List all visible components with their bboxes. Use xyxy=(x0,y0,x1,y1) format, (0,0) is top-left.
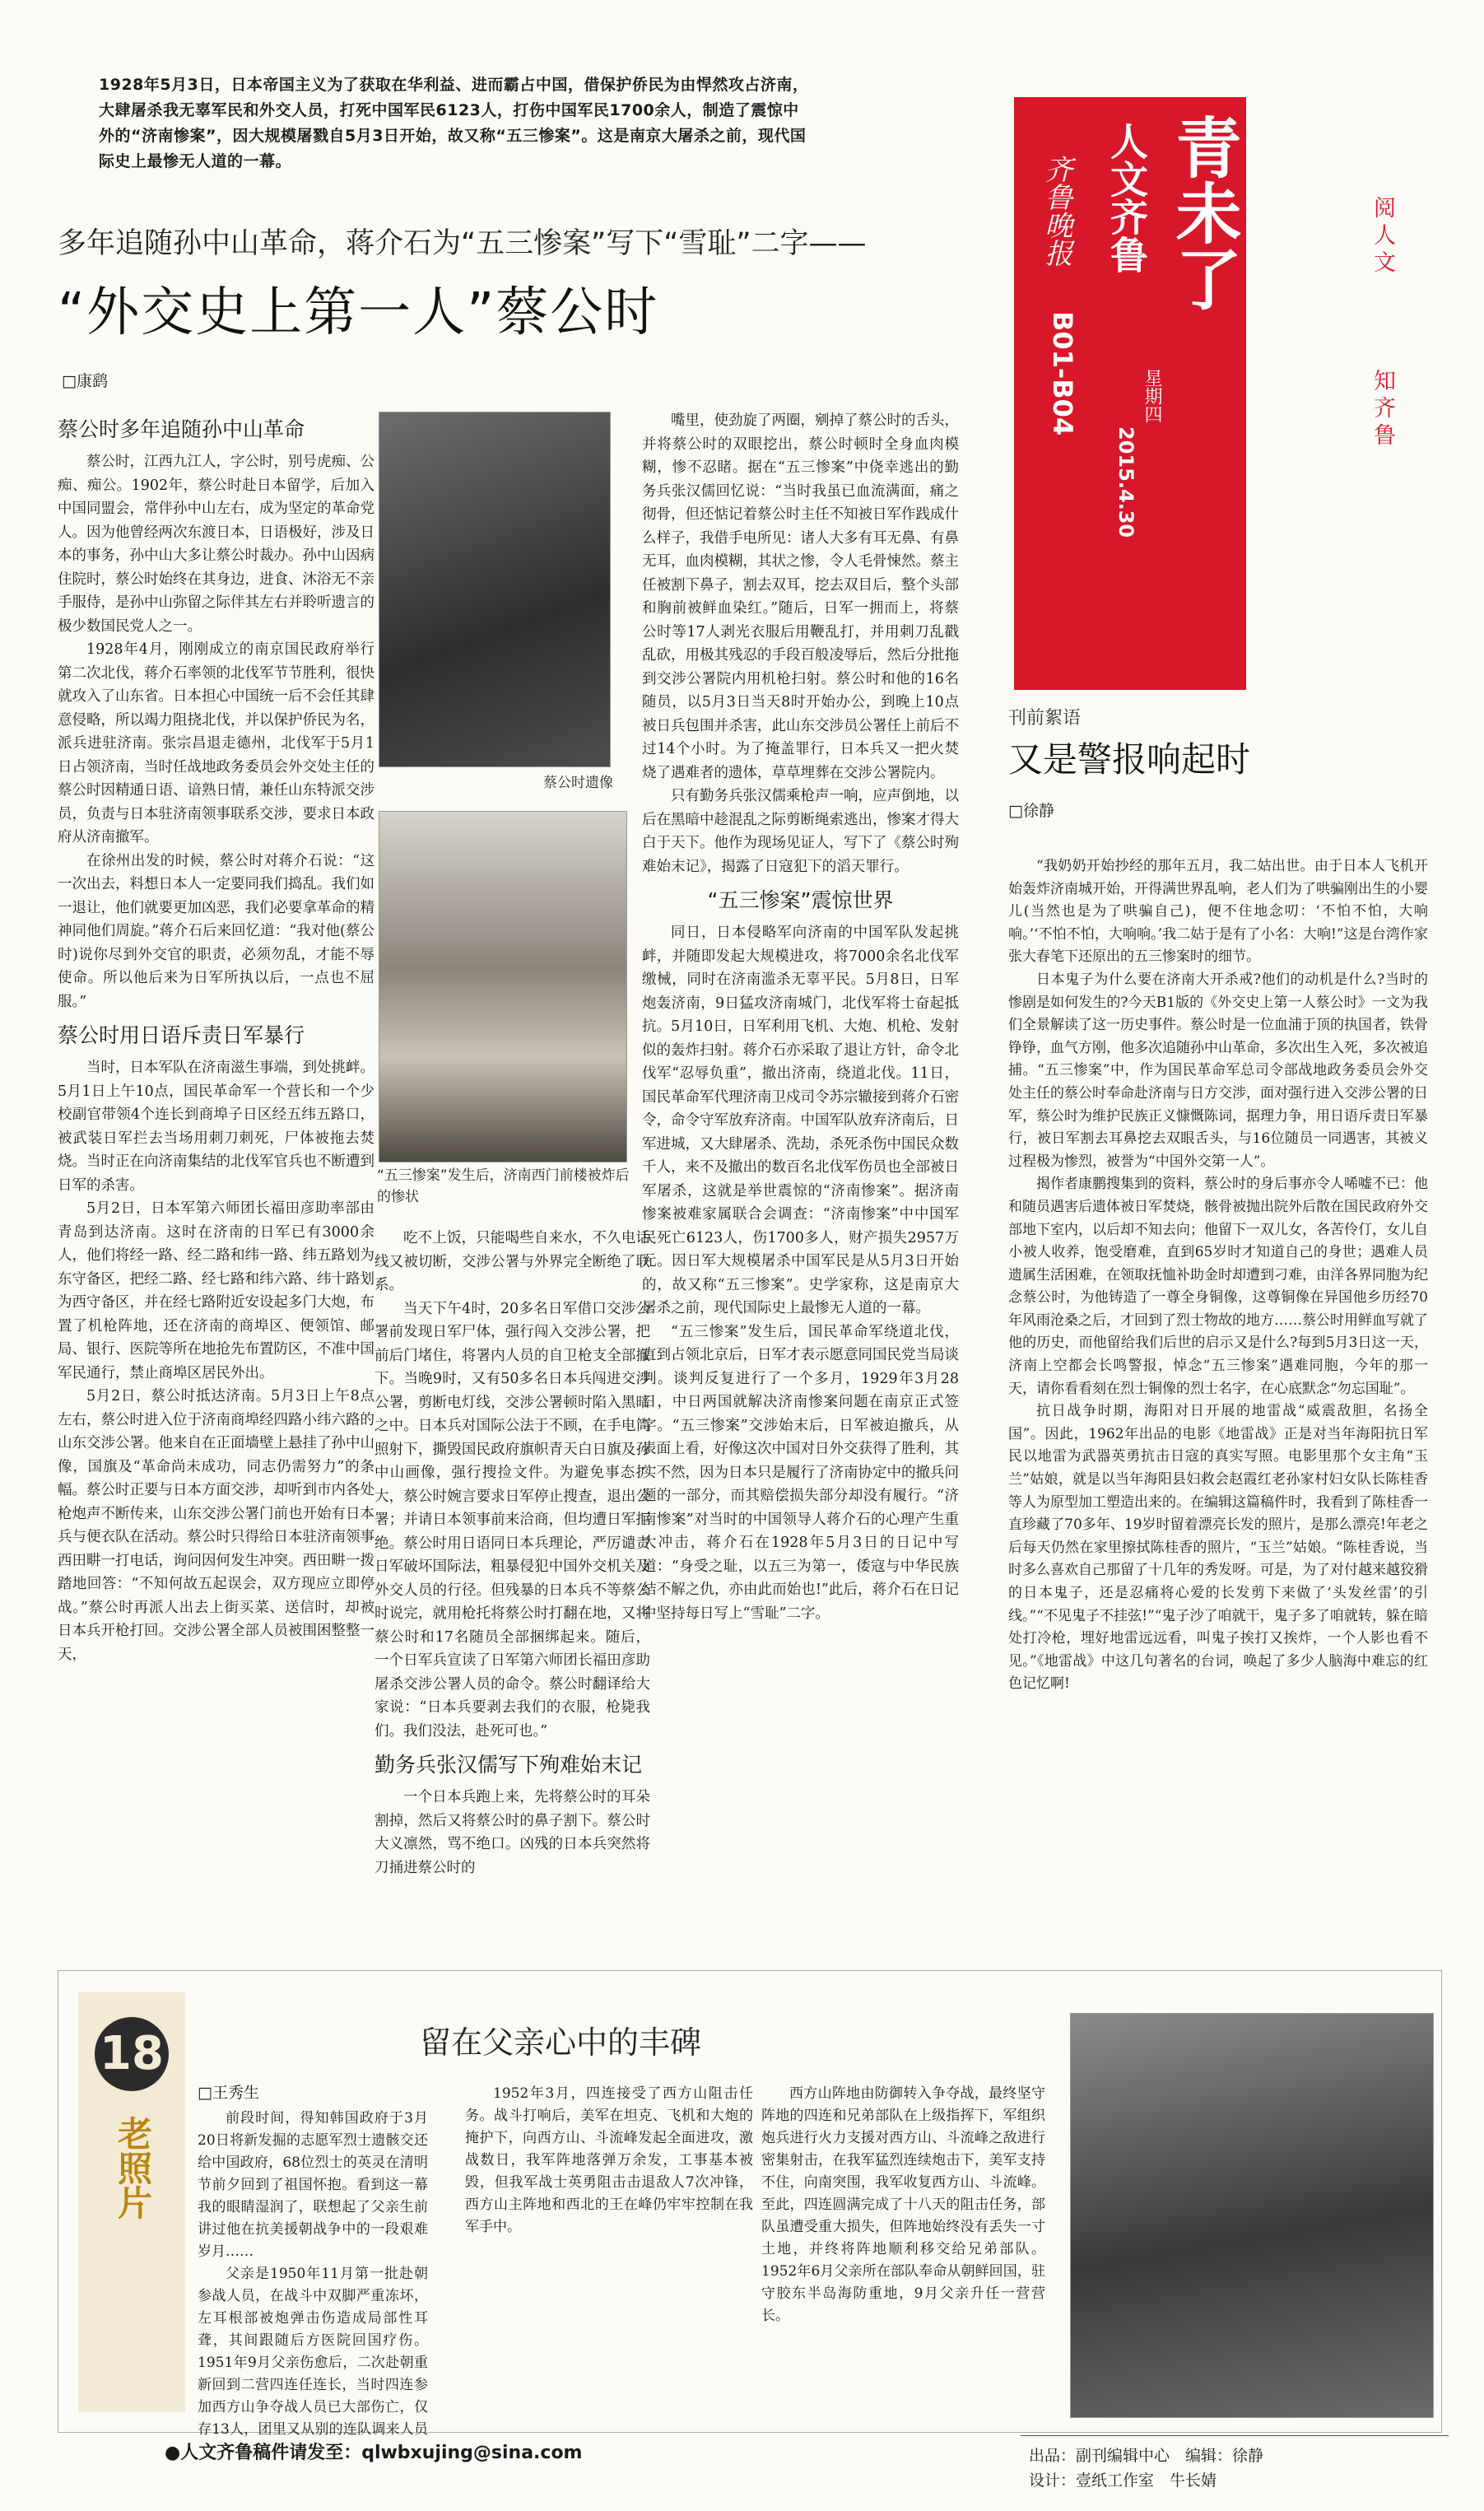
paragraph: “五三惨案”发生后，国民革命军绕道北伐，直到占领北京后，日军才表示愿意同国民党当局谈判。谈判反复进行了一个多月，1929年3月28日，中日两国就解决济南惨案问题在南京正式签字。“五三惨案”交涉始末后，日军被迫撤兵，从表面上看，好像这次中国对日外交获得了胜利，其实不然，因为日本只是履行了济南协定中的撤兵问题的一部分，而其赔偿损失部分却没有履行。“济南惨案”对当时的中国领导人蒋介石的心理产生重大冲击，蒋介石在1928年5月3日的日记中写道：“身受之耻，以五三为第一，倭寇与中华民族结不解之仇，亦由此而始也!”此后，蒋介石在日记中坚持每日写上“雪耻”二字。 xyxy=(642,1323,959,1622)
masthead-date: 2015.4.30 xyxy=(1114,426,1137,538)
old-photo-title: 留在父亲心中的丰碑 xyxy=(420,2024,702,2061)
paragraph: 1952年3月，四连接受了西方山阻击任务。战斗打响后，美军在坦克、飞机和大炮的掩护下，向西方山、斗流峰发起全面进攻，激战数日，我军阵地落弹万余发，工事基本被毁，但我军战士英勇阻击击退敌人7次冲锋，西方山主阵地和西北的王在峰仍牢牢控制在我军手中。 xyxy=(465,2085,753,2235)
paragraph: 蔡公时，江西九江人，字公时，别号虎痴、公痴、痴公。1902年，蔡公时赴日本留学，后加入中国同盟会，常伴孙中山左右，成为坚定的革命党人。因为他曾经两次东渡日本，日语极好，涉及日本的事务，孙中山大多让蔡公时裁办。孙中山因病住院时，蔡公时始终在其身边，进食、沐浴无不亲手服侍，是孙中山弥留之际伴其左右并聆听遗言的极少数国民党人之一。 xyxy=(58,454,374,635)
subheading: “五三惨案”震惊世界 xyxy=(707,888,894,912)
section-badge xyxy=(78,1992,185,2412)
slogan-right: 知齐鲁 xyxy=(1370,369,1395,450)
paragraph: 西方山阵地由防御转入争夺战，最终坚守阵地的四连和兄弟部队在上级指挥下，军组织炮兵进行火力支援对西方山、斗流峰之敌进行密集射击，在我军猛烈连续炮击下，美军支持不住，向南突围，我军收复西方山、斗流峰。至此，四连圆满完成了十八天的阻击任务，部队虽遭受重大损失，但阵地始终没有丢失一寸土地，并终将阵地顺利移交给兄弟部队。1952年6月父亲所在部队奉命从朝鲜回国，驻守胶东半岛海防重地，9月父亲升任一营营长。 xyxy=(761,2085,1045,2324)
paragraph: 5月2日，蔡公时抵达济南。5月3日上午8点左右，蔡公时进入位于济南商埠经四路小纬六路的山东交涉公署。他来自在正面墙壁上悬挂了孙中山像，国旗及“革命尚未成功，同志仍需努力”的条幅。蔡公时正要与日本方面交涉，却听到市内各处枪炮声不断传来，山东交涉公署门前也开始有日本兵与便衣队在活动。蔡公时只得给日本驻济南领事西田畊一打电话，询问因何发生冲突。西田畊一拨踏地回答：“不知何故五起误会，双方现应立即停战。”蔡公时再派人出去上街买菜、送信时，却被日本兵开枪打回。交涉公署全部人员被围困整整一天， xyxy=(58,1388,374,1663)
ruins-photo xyxy=(379,811,627,1162)
credits-line: 设计：壹纸工作室 牛长婧 xyxy=(1029,2471,1217,2490)
side-article xyxy=(1008,704,1428,1955)
paragraph: 吃不上饭，只能喝些自来水，不久电话线又被切断，交涉公署与外界完全断绝了联系。 xyxy=(374,1230,650,1293)
paragraph: 抗日战争时期，海阳对日开展的地雷战“威震敌胆，名扬全国”。因此，1962年出品的电影《地雷战》正是对当年海阳抗日军民以地雷为武器英勇抗击日寇的真实写照。电影里那个女主角“玉兰”姑娘，就是以当年海阳县妇救会赵霞红老孙家村妇女队长陈桂香等人为原型加工塑造出来的。在编辑这篇稿件时，我看到了陈桂香一直珍藏了70多年、19岁时留着漂亮长发的照片，是那么漂亮!年老之后每天仍然在家里擦拭陈桂香的照片，“玉兰”姑娘。“陈桂香说，当时多么喜欢自己那留了十几年的秀发呀。可是，为了对付越来越狡猾的日本鬼子，还是忍痛将心爱的长发剪下来做了‘头发丝雷’的引线。”“不见鬼子不挂弦!”“鬼子沙了咱就干，鬼子多了咱就转，躲在暗处打冷枪，埋好地雷远远看，叫鬼子挨打又挨炸，一个人影也看不见。”《地雷战》中这几句著名的台词，唤起了多少人脑海中难忘的红色记忆啊! xyxy=(1008,1403,1428,1693)
credits-line: 出品：副刊编辑中心 编辑：徐静 xyxy=(1029,2447,1264,2465)
paragraph: 一个日本兵跑上来，先将蔡公时的耳朵割掉，然后又将蔡公时的鼻子割下。蔡公时大义凛然，骂不绝口。凶残的日本兵突然将刀捅进蔡公时的 xyxy=(374,1789,650,1876)
masthead xyxy=(1014,97,1246,690)
photo-caption: 蔡公时遗像 xyxy=(543,775,613,791)
article-column-1 xyxy=(58,408,374,1951)
photo-caption: “五三惨案”发生后，济南西门前楼被炸后的惨状 xyxy=(377,1167,630,1205)
paragraph: 只有勤务兵张汉儒乘枪声一响，应声倒地，以后在黑暗中趁混乱之际剪断绳索逃出，惨案才得大白于天下。他作为现场见证人，写下了《蔡公时殉难始末记》，揭露了日寇犯下的滔天罪行。 xyxy=(642,788,959,875)
footer-rule xyxy=(1021,2435,1449,2436)
paragraph: 1928年4月，刚刚成立的南京国民政府举行第二次北伐，蒋介石率领的北伐军节节胜利，很快就攻入了山东省。日本担心中国统一后不会任其肆意侵略，所以竭力阻挠北伐，并以保护侨民为名，派兵进驻济南。张宗昌退走德州，北伐军于5月1日占领济南，当时任战地政务委员会外交处主任的蔡公时因精通日语、谙熟日情，兼任山东特派交涉员，负责与日本驻济南领事联系交涉，要求日本政府从济南撤军。 xyxy=(58,641,374,846)
masthead-paper-logo: 齐鲁晚报 xyxy=(1040,155,1072,267)
old-photo-column-1 xyxy=(198,2108,428,2437)
paragraph: 前段时间，得知韩国政府于3月20日将新发掘的志愿军烈士遗骸交还给中国政府，68位烈士的英灵在清明节前夕回到了祖国怀抱。看到这一幕我的眼睛湿润了，联想起了父亲生前讲过他在抗美援朝战争中的一段艰难岁月…… xyxy=(198,2110,428,2260)
masthead-title: 青未了 xyxy=(1165,114,1241,311)
byline: □康鹞 xyxy=(62,372,108,390)
masthead-section: 人文齐鲁 xyxy=(1105,122,1149,273)
side-article-title: 又是警报响起时 xyxy=(1008,739,1251,780)
subheading: 勤务兵张汉儒写下殉难始末记 xyxy=(374,1753,643,1777)
subheading: 蔡公时用日语斥责日军暴行 xyxy=(58,1023,305,1047)
contribute-line: ●人文齐鲁稿件请发至：qlwbxujing@sina.com xyxy=(165,2443,583,2463)
paragraph: “我奶奶开始抄经的那年五月，我二姑出世。由于日本人飞机开始轰炸济南城开始，开得满世界乱响，老人们为了哄骗刚出生的小婴儿(当然也是为了哄骗自己)，便不住地念叨：‘不怕不怕，大响响。’‘不怕不怕，大响响。’我二姑于是有了小名：大响!”这是台湾作家张大春笔下还原出的五三惨案时的细节。 xyxy=(1008,858,1428,966)
paragraph: 揭作者康鹏搜集到的资料，蔡公时的身后事亦令人唏嘘不已：他和随员遇害后遗体被日军焚烧，骸骨被抛出院外后散在国民政府外交部地下室内，以后却不知去向；他留下一双儿女，各苦伶仃，女儿自小被人收养，饱受磨难，直到65岁时才知道自己的身世；遇难人员遗属生活困难，在领取抚恤补助金时却遭到刁难，由洋各界同胞为纪念蔡公时，为他铸造了一尊全身铜像，这尊铜像在异国他乡历经70年风雨沧桑之后，才回到了烈士物故的地方……蔡公时用鲜血写就了他的历史，而他留给我们后世的启示又是什么?每到5月3日这一天，济南上空都会长鸣警报，悼念“五三惨案”遇难同胞，今年的那一天，请你看看刻在烈士铜像的烈士名字，在心底默念“勿忘国耻”。 xyxy=(1008,1176,1428,1397)
old-photo-column-3 xyxy=(761,2083,1045,2429)
paragraph: 在徐州出发的时候，蔡公时对蒋介石说：“这一次出去，料想日本人一定要同我们捣乱。我们如一退让，他们就要更加凶恶，我们必要拿革命的精神同他们周旋。”蒋介石后来回忆道：“我对他(蔡公时)说你尽到外交官的职责，必须勿乱，才能不辱使命。所以他后来为日军所执以后，一点也不屈服。” xyxy=(58,852,374,1010)
lead-paragraph: 1928年5月3日，日本帝国主义为了获取在华利益、进而霸占中国，借保护侨民为由悍然攻占济南，大肆屠杀我无辜军民和外交人员，打死中国军民6123人，打伤中国军民1700余人，制造了震惊中外的“济南惨案”，因大规模屠戮自5月3日开始，故又称“五三惨案”。这是南京大屠杀之前，现代国际史上最惨无人道的一幕。 xyxy=(99,76,809,170)
portrait-photo xyxy=(379,412,611,767)
article-column-3 xyxy=(642,409,959,1953)
paragraph: 嘴里，使劲旋了两圈，剜掉了蔡公时的舌头，并将蔡公时的双眼挖出，蔡公时顿时全身血肉模糊，惨不忍睹。据在“五三惨案”中侥幸逃出的勤务兵张汉儒回忆说：“当时我虽已血流满面，痛之彻骨，但还惦记着蔡公时主任不知被日军作践成什么样子，我借手电所见：诸人大多有耳无鼻、有鼻无耳，血肉模糊，其状之惨，令人毛骨悚然。蔡主任被割下鼻子，割去双耳，挖去双目后，整个头部和胸前被鲜血染红。”随后，日军一拥而上，将蔡公时等17人剥光衣服后用鞭乱打，并用刺刀乱戳乱砍，用极其残忍的手段百般凌辱后，然后分批拖到交涉公署院内用机枪扫射。蔡公时和他的16名随员，以5月3日当天8时开始办公，到晚上10点被日兵包围并杀害，此山东交涉员公署任上前后不过14个小时。为了掩盖罪行，日本兵又一把火焚烧了遇难者的遗体，草草埋葬在交涉公署院内。 xyxy=(642,412,959,781)
badge-text: 老照片 xyxy=(113,2116,153,2220)
masthead-weekday: 星期四 xyxy=(1142,369,1162,423)
kicker: 多年追随孙中山革命，蒋介石为“五三惨案”写下“雪耻”二字—— xyxy=(58,227,867,260)
subheading: 蔡公时多年追随孙中山革命 xyxy=(58,417,305,441)
old-photo-byline: □王秀生 xyxy=(198,2084,259,2102)
old-photo-column-2 xyxy=(465,2083,753,2429)
side-article-byline: □徐静 xyxy=(1008,802,1054,820)
soldier-photo xyxy=(1070,2013,1434,2418)
headline: “外交史上第一人”蔡公时 xyxy=(58,282,659,343)
masthead-pages: B01-B04 xyxy=(1047,311,1078,436)
paragraph: 当天下午4时，20多名日军借口交涉公署前发现日军尸体，强行闯入交涉公署，把前后门堵住，将署内人员的自卫枪支全部撤下。当晚9时，又有50多名日本兵闯进交涉公署，剪断电灯线，交涉公署顿时陷入黑暗之中。日本兵对国际公法于不顾，在手电筒照射下，撕毁国民政府旗帜青天白日旗及孙中山画像，强行搜捡文件。为避免事态扩大，蔡公时婉言要求日军停止搜查，退出公署；并请日本领事前来洽商，但均遭日军拒绝。蔡公时用日语同日本兵理论，严厉谴责日军破坏国际法，粗暴侵犯中国外交机关及外交人员的行径。但残暴的日本兵不等蔡公时说完，就用枪托将蔡公时打翻在地，又将蔡公时和17名随员全部捆绑起来。随后，一个日军兵宣读了日军第六师团长福田彦助屠杀交涉公署人员的命令。蔡公时翻译给大家说：“日本兵要剥去我们的衣服，枪毙我们。我们没法，赴死可也。” xyxy=(374,1300,650,1740)
column-label: 刊前絮语 xyxy=(1008,708,1082,729)
paragraph: 日本鬼子为什么要在济南大开杀戒?他们的动机是什么?当时的惨剧是如何发生的?今天B1版的《外交史上第一人蔡公时》一文为我们全景解读了这一历史事件。蔡公时是一位血浦于顶的执国者，铁骨铮铮，血气方刚，他多次追随孙中山革命，多次出生入死，多次被追捕。“五三惨案”中，作为国民革命军总司令部战地政务委员会外交处主任的蔡公时奉命赴济南与日方交涉，面对强行进入交涉公署的日军，蔡公时为维护民族正义慷慨陈词，据理力争，用日语斥责日军暴行，被日军割去耳鼻挖去双眼舌头，与16位随员一同遇害，其被义过程极为惨烈，被誉为“中国外交第一人”。 xyxy=(1008,971,1428,1170)
paragraph: 当时，日本军队在济南滋生事端，到处挑衅。5月1日上午10点，国民革命军一个营长和一个少校副官带领4个连长到商埠子日区经五纬五路口，被武装日军拦去当场用刺刀刺死，尸体被拖去焚烧。当时正在向济南集结的北伐军官兵也不断遭到日军的杀害。 xyxy=(58,1060,374,1194)
slogan-left: 阅人文 xyxy=(1370,196,1395,277)
paragraph: 同日，日本侵略军向济南的中国军队发起挑衅，并随即发起大规模进攻，将7000余名北伐军缴械，同时在济南滥杀无辜平民。5月8日，日军炮轰济南，9日猛攻济南城门，北伐军将士奋起抵抗。5月10日，日军利用飞机、大炮、机枪、发射似的轰炸扫射。蒋介石亦采取了退让方针，命令北伐军“忍辱负重”，撤出济南，绕道北伐。11日，国民革命军代理济南卫戍司令苏宗辙接到蒋介石密令，命令守军放弃济南。中国军队放弃济南后，日军进城，又大肆屠杀、洗劫，杀死杀伤中国民众数千人，来不及撤出的数百名北伐军伤员也全部被日军屠杀，这就是举世震惊的“济南惨案”。据济南惨案被难家属联合会调查：“济南惨案”中中国军民死亡6123人，伤1700多人，财产损失2957万元。因日军大规模屠杀中国军民是从5月3日开始的，故又称“五三惨案”。史学家称，这是南京大屠杀之前，现代国际史上最惨无人道的一幕。 xyxy=(642,925,959,1316)
paragraph: 父亲是1950年11月第一批赴朝参战人员，在战斗中双脚严重冻坏，左耳根部被炮弹击伤造成局部性耳聋，其间跟随后方医院回国疗伤。1951年9月父亲伤愈后，二次赴朝重新回到二营四连任连长，当时四连参加西方山争夺战人员已大部伤亡，仅存13人，团里又从别的连队调来人员 xyxy=(198,2266,428,2437)
article-column-2 xyxy=(374,1227,650,1951)
paragraph: 5月2日，日本军第六师团长福田彦助率部由青岛到达济南。这时在济南的日军已有3000余人，他们将经一路、经二路和纬一路、纬五路划为东守备区，把经二路、经七路和纬六路、纬十路划为西守备区，并在经七路附近安设起多门大炮，布置了机枪阵地，还在济南的商埠区、便领馆、邮局、银行、医院等所在地抢先布置防区，不准中国军民通行，禁止商埠区居民外出。 xyxy=(58,1200,374,1381)
badge-number: 18 xyxy=(95,2017,169,2091)
